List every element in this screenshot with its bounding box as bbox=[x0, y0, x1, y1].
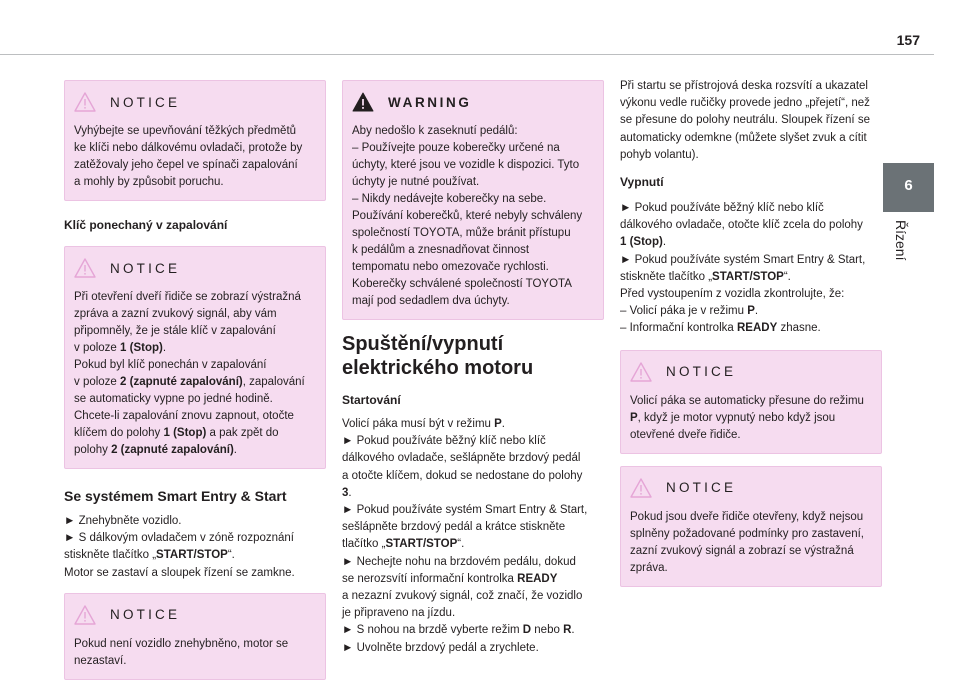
warning-line: Koberečky schválené společností TOYOTA bbox=[352, 278, 572, 290]
chapter-tab-number: 6 bbox=[904, 177, 913, 194]
text-run: – Volicí páka je v režimu bbox=[620, 305, 748, 318]
warning-line: společností TOYOTA, může bránit přístupu bbox=[352, 227, 571, 239]
subheading-key-in-ignition: Klíč ponechaný v zapalování bbox=[64, 218, 228, 232]
warning-triangle-outline-icon bbox=[74, 92, 96, 112]
text-run-bold: 1 (Stop) bbox=[120, 342, 163, 354]
text-run: . bbox=[233, 444, 237, 456]
text-run-bold: READY bbox=[517, 572, 558, 585]
warning-title: WARNING bbox=[388, 94, 472, 110]
notice-box bbox=[620, 466, 882, 587]
notice-box bbox=[64, 80, 326, 201]
notice-title: NOTICE bbox=[666, 364, 737, 380]
notice-title: NOTICE bbox=[666, 480, 737, 496]
body-text bbox=[620, 78, 882, 164]
notice-header bbox=[74, 604, 317, 626]
notice-line: zpráva. bbox=[630, 561, 668, 574]
warning-triangle-outline-icon bbox=[630, 362, 652, 382]
notice-line: Pokud byl klíč ponechán v zapalování bbox=[74, 359, 267, 371]
text-run: nebo bbox=[531, 624, 564, 637]
text-run-bold: 3 bbox=[342, 486, 349, 499]
text-run: “. bbox=[783, 270, 791, 283]
text-run: tlačítko „ bbox=[342, 538, 386, 551]
text-run-bold: 1 (Stop) bbox=[163, 427, 207, 439]
text-run: . bbox=[348, 486, 352, 499]
text-run-bold: 2 (zapnuté zapalování) bbox=[111, 444, 234, 456]
text-run: v poloze bbox=[74, 376, 121, 388]
warning-line: Aby nedošlo k zaseknutí pedálů: bbox=[352, 125, 518, 137]
notice-line bbox=[74, 442, 317, 459]
body-line: se přesune do polohy neutrálu. Sloupek řízení se bbox=[620, 114, 870, 127]
notice-header bbox=[74, 257, 317, 279]
section-title-line: Spuštění/vypnutí bbox=[342, 333, 504, 355]
notice-box bbox=[620, 350, 882, 454]
text-run: . bbox=[501, 418, 505, 430]
notice-header bbox=[630, 477, 873, 499]
text-run: . bbox=[571, 624, 575, 637]
body-line: výkonu vedle ručičky provede jedno „přejetí“, než bbox=[620, 97, 870, 110]
notice-title: NOTICE bbox=[110, 260, 181, 276]
notice-line bbox=[74, 374, 317, 391]
text-run: se nerozsvítí informační kontrolka bbox=[342, 572, 518, 585]
body-line: dálkového ovladače, otočte klíč zcela do polohy bbox=[620, 219, 863, 232]
notice-header bbox=[630, 361, 873, 383]
body-line: Při startu se přístrojová deska rozsvítí a ukazatel bbox=[620, 80, 868, 92]
notice-header bbox=[74, 91, 317, 113]
text-run: “. bbox=[227, 549, 235, 562]
notice-body bbox=[630, 509, 873, 577]
subheading-switch-off: Vypnutí bbox=[620, 175, 664, 190]
text-run-bold: READY bbox=[736, 322, 778, 335]
body-line: ► Pokud používáte běžný klíč nebo klíč bbox=[342, 435, 546, 448]
notice-line: a mohly by způsobit poruchu. bbox=[74, 176, 224, 188]
warning-line: k pedálům a znesnadňovat činnost bbox=[352, 244, 530, 256]
warning-triangle-outline-icon bbox=[74, 605, 96, 625]
notice-line: Volicí páka se automaticky přesune do režimu bbox=[630, 394, 864, 407]
body-line bbox=[342, 622, 604, 639]
body-line: Před vystoupením z vozidla zkontrolujte, že: bbox=[620, 288, 845, 301]
body-line bbox=[342, 416, 604, 433]
header-rule bbox=[0, 54, 934, 55]
text-run-bold: P bbox=[630, 411, 638, 424]
notice-body bbox=[74, 123, 317, 191]
notice-body bbox=[74, 636, 317, 670]
text-run: , zapalování bbox=[242, 376, 305, 388]
text-run: stiskněte tlačítko „ bbox=[620, 270, 713, 283]
text-run: , když je motor vypnutý nebo když jsou bbox=[637, 411, 836, 424]
notice-line: splněny požadované podmínky pro zastavení, bbox=[630, 527, 864, 540]
chapter-tab-label: Řízení bbox=[893, 220, 909, 261]
body-line bbox=[620, 320, 882, 337]
chapter-tab[interactable] bbox=[883, 163, 934, 212]
body-line: a nezazní zvukový signál, což značí, že vozidlo bbox=[342, 590, 583, 603]
text-run: . bbox=[754, 305, 759, 318]
notice-line: Při otevření dveří řidiče se zobrazí výstražná bbox=[74, 291, 301, 303]
section-title-line: elektrického motoru bbox=[342, 357, 534, 379]
body-line: ► Uvolněte brzdový pedál a zrychlete. bbox=[342, 641, 539, 654]
body-line: dálkového ovladače, sešlápněte brzdový pedál bbox=[342, 452, 581, 465]
body-line: a otočte klíčem, dokud se nedostane do polohy bbox=[342, 469, 583, 482]
text-run-bold: START/STOP bbox=[712, 270, 784, 283]
warning-line: tempomatu nebo omezovače rychlosti. bbox=[352, 261, 549, 273]
warning-line: úchyty je nutné používat. bbox=[352, 176, 480, 188]
body-line: ► S dálkovým ovladačem v zóně rozpoznání bbox=[64, 532, 294, 545]
notice-box bbox=[64, 593, 326, 680]
column-1 bbox=[64, 80, 326, 692]
body-text bbox=[342, 416, 604, 657]
warning-triangle-outline-icon bbox=[74, 258, 96, 278]
text-run-bold: START/STOP bbox=[385, 538, 458, 551]
warning-box bbox=[342, 80, 604, 320]
body-line bbox=[620, 269, 882, 286]
text-run: a pak zpět do bbox=[206, 427, 279, 439]
heading-smart-entry: Se systémem Smart Entry & Start bbox=[64, 488, 287, 504]
body-line: pohyb volantu). bbox=[620, 148, 699, 161]
notice-line: otevřené dveře řidiče. bbox=[630, 428, 741, 441]
notice-line: Pokud jsou dveře řidiče otevřeny, když nejsou bbox=[630, 510, 864, 523]
warning-line: – Používejte pouze koberečky určené na bbox=[352, 142, 560, 154]
warning-line: Používání koberečků, které nebyly schváleny bbox=[352, 210, 583, 222]
text-run: ► S nohou na brzdě vyberte režim bbox=[342, 624, 523, 637]
body-line: automaticky odemkne (můžete slyšet zvuk a cítit bbox=[620, 131, 867, 144]
text-run: “. bbox=[457, 538, 465, 551]
page-number: 157 bbox=[896, 32, 920, 48]
warning-line: mají pod sedadlem dva úchyty. bbox=[352, 295, 510, 307]
subheading-starting: Startování bbox=[342, 393, 401, 407]
notice-line: nezastaví. bbox=[74, 654, 127, 667]
notice-line bbox=[74, 340, 317, 357]
text-run-bold: R bbox=[563, 624, 572, 637]
notice-line: Pokud není vozidlo znehybněno, motor se bbox=[74, 637, 289, 650]
text-run-bold: P bbox=[747, 305, 755, 318]
text-run: . bbox=[162, 342, 167, 354]
text-run-bold: START/STOP bbox=[156, 549, 228, 562]
notice-line: ke klíči nebo dálkovému ovladači, protože by bbox=[74, 142, 303, 154]
notice-box bbox=[64, 246, 326, 469]
body-text bbox=[64, 513, 326, 582]
notice-line: zpráva a zazní zvukový signál, aby vám bbox=[74, 308, 277, 320]
warning-body bbox=[352, 123, 595, 310]
body-line: je připraveno na jízdu. bbox=[342, 607, 456, 620]
body-line bbox=[342, 485, 604, 502]
text-run: stiskněte tlačítko „ bbox=[64, 549, 157, 562]
text-run: Volicí páka musí být v režimu bbox=[342, 418, 495, 430]
text-run: – Informační kontrolka bbox=[620, 322, 737, 335]
warning-header bbox=[352, 91, 595, 113]
section-title bbox=[342, 332, 604, 380]
body-line bbox=[342, 571, 604, 588]
body-line: ► Pokud používáte systém Smart Entry & Start, bbox=[620, 253, 866, 266]
text-run: . bbox=[662, 236, 667, 249]
warning-triangle-filled-icon bbox=[352, 92, 374, 112]
notice-line: Vyhýbejte se upevňování těžkých předmětů bbox=[74, 125, 297, 137]
body-line bbox=[342, 536, 604, 553]
notice-line: Chcete-li zapalování znovu zapnout, otočte bbox=[74, 410, 294, 422]
notice-body bbox=[630, 393, 873, 444]
notice-body bbox=[74, 289, 317, 459]
body-line: ► Znehybněte vozidlo. bbox=[64, 515, 182, 527]
text-run: v poloze bbox=[74, 342, 121, 354]
notice-line: se automaticky vypne po jedné hodině. bbox=[74, 393, 273, 405]
text-run-bold: P bbox=[494, 418, 502, 430]
body-line: ► Pokud používáte systém Smart Entry & Start, bbox=[342, 504, 588, 517]
warning-line: – Nikdy nedávejte koberečky na sebe. bbox=[352, 193, 547, 205]
body-line bbox=[64, 547, 326, 564]
body-text bbox=[620, 200, 882, 338]
body-line bbox=[620, 303, 882, 320]
text-run-bold: 1 (Stop) bbox=[620, 236, 663, 249]
body-line bbox=[620, 234, 882, 251]
column-2 bbox=[342, 80, 604, 657]
text-run: klíčem do polohy bbox=[74, 427, 164, 439]
text-run: polohy bbox=[74, 444, 112, 456]
notice-line bbox=[630, 410, 873, 427]
notice-line: připomněly, že je stále klíč v zapalování bbox=[74, 325, 276, 337]
body-line: Motor se zastaví a sloupek řízení se zamkne. bbox=[64, 566, 295, 579]
warning-triangle-outline-icon bbox=[630, 478, 652, 498]
notice-line: zazní zvukový signál a zobrazí se výstražná bbox=[630, 544, 854, 557]
text-run: zhasne. bbox=[777, 322, 821, 335]
body-line: ► Nechejte nohu na brzdovém pedálu, dokud bbox=[342, 555, 576, 568]
notice-line: zatěžovaly jeho čepel ve spínači zapalování bbox=[74, 159, 298, 171]
warning-line: úchyty, které jsou ve vozidle k dispozici. Tyto bbox=[352, 159, 580, 171]
text-run-bold: 2 (zapnuté zapalování) bbox=[120, 376, 243, 388]
column-3 bbox=[620, 78, 882, 599]
body-line: ► Pokud používáte běžný klíč nebo klíč bbox=[620, 202, 824, 215]
notice-title: NOTICE bbox=[110, 94, 181, 110]
text-run-bold: D bbox=[522, 624, 532, 637]
notice-line bbox=[74, 425, 317, 442]
body-line: sešlápněte brzdový pedál a krátce stiskněte bbox=[342, 521, 566, 534]
notice-title: NOTICE bbox=[110, 607, 181, 623]
